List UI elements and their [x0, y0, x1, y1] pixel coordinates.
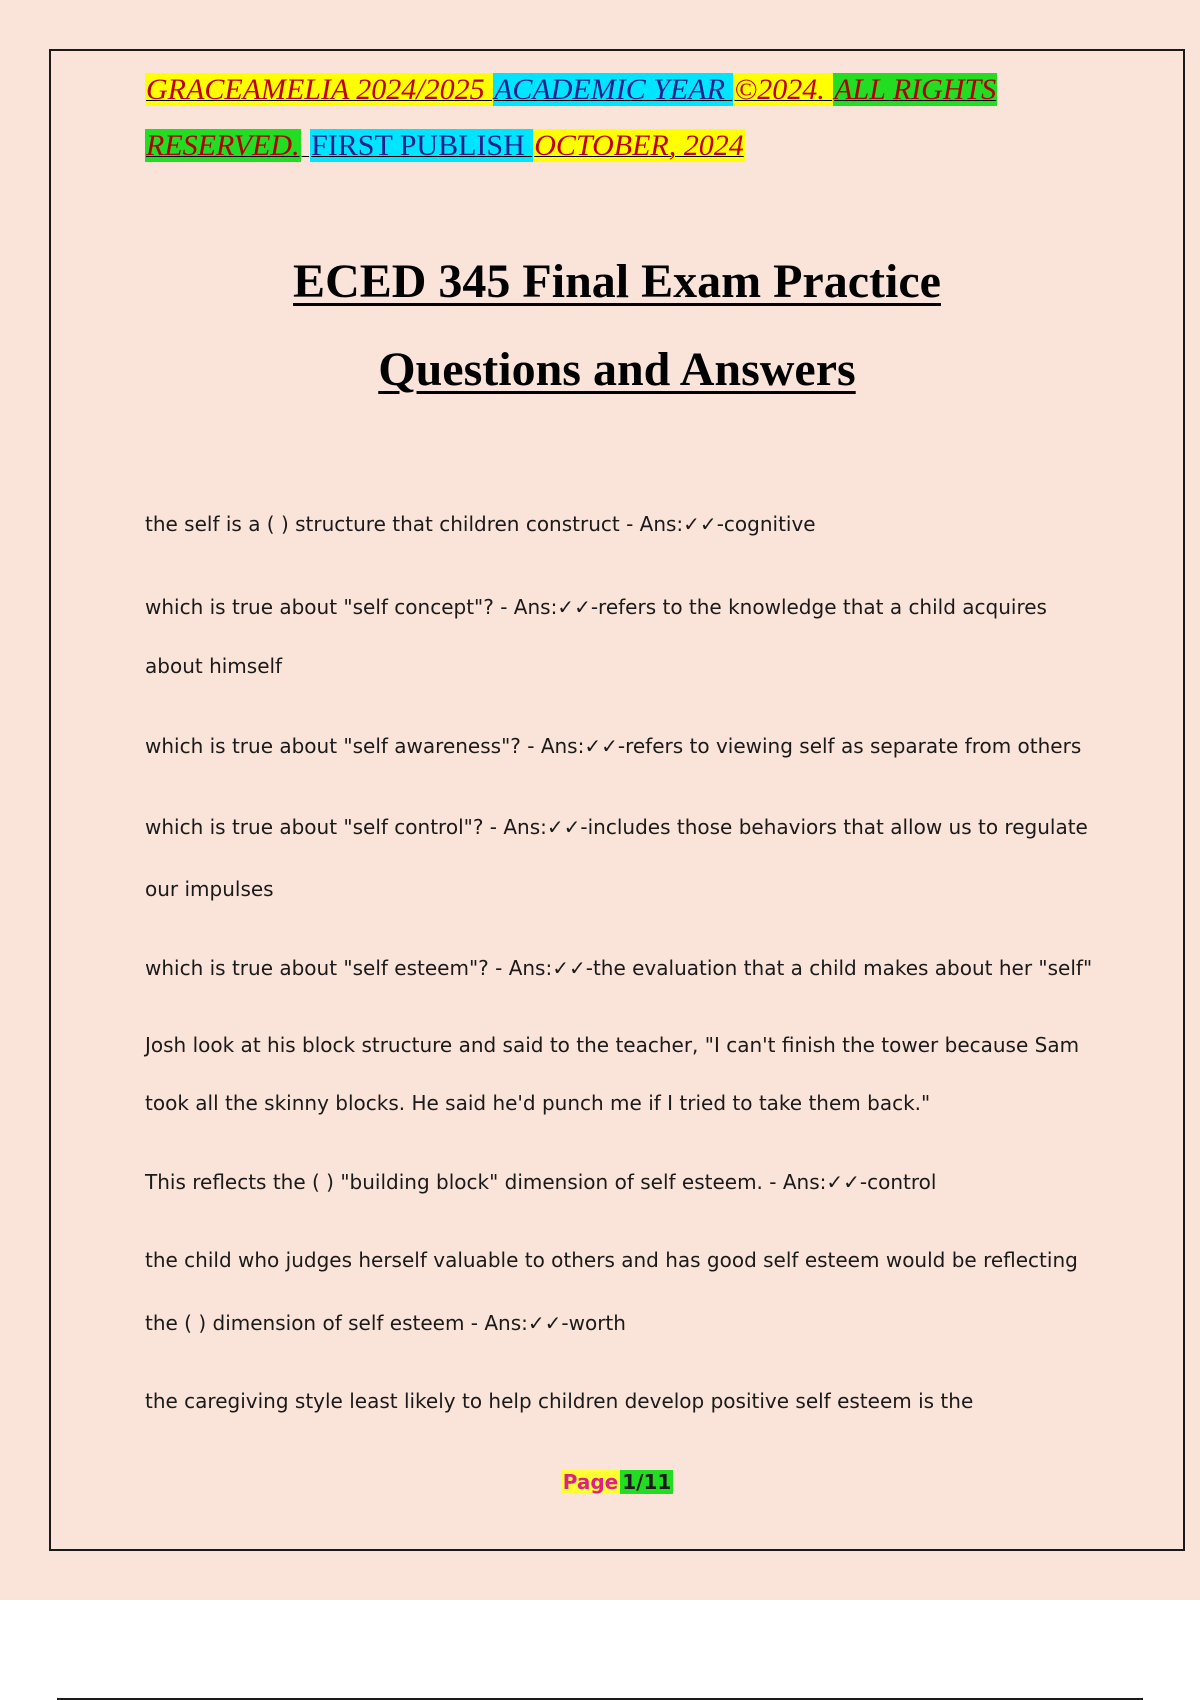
document-title-line-1 — [0, 252, 1200, 312]
header-segment: FIRST PUBLISH — [311, 129, 533, 162]
title-text-1: ECED 345 Final Exam Practice — [293, 255, 941, 308]
qa-line: took all the skinny blocks. He said he'd punch me if I tried to take them back." — [145, 1091, 931, 1115]
header-segment: GRACEAMELIA 2024/2025 — [146, 73, 493, 106]
qa-line: the child who judges herself valuable to others and has good self esteem would be reflecting — [145, 1248, 1078, 1272]
qa-line: which is true about "self control"? - Ans:✓✓-includes those behaviors that allow us to regulate — [145, 815, 1088, 839]
qa-line: the self is a ( ) structure that children construct - Ans:✓✓-cognitive — [145, 512, 816, 536]
qa-line: Josh look at his block structure and said to the teacher, "I can't finish the tower because Sam — [145, 1033, 1080, 1057]
copyright-header-line-2 — [145, 128, 745, 164]
page-number — [0, 1468, 1200, 1496]
document-title-line-2 — [0, 340, 1200, 400]
qa-line: which is true about "self esteem"? - Ans:✓✓-the evaluation that a child makes about her "self" — [145, 956, 1093, 980]
qa-line: the ( ) dimension of self esteem - Ans:✓✓-worth — [145, 1311, 626, 1335]
header-segment: RESERVED. — [146, 129, 300, 162]
header-segment: ALL RIGHTS — [834, 73, 997, 106]
qa-line: which is true about "self awareness"? - Ans:✓✓-refers to viewing self as separate from others — [145, 734, 1082, 758]
header-segment — [301, 129, 311, 162]
qa-line: which is true about "self concept"? - Ans:✓✓-refers to the knowledge that a child acquires — [145, 595, 1047, 619]
title-text-2: Questions and Answers — [378, 343, 856, 396]
copyright-header-line-1 — [145, 72, 997, 108]
qa-line: about himself — [145, 654, 283, 678]
page-count: 1/11 — [622, 1470, 672, 1494]
qa-line: the caregiving style least likely to help children develop positive self esteem is the — [145, 1389, 974, 1413]
qa-line: This reflects the ( ) "building block" dimension of self esteem. - Ans:✓✓-control — [145, 1170, 937, 1194]
qa-line: our impulses — [145, 877, 274, 901]
header-segment: ©2024. — [734, 73, 833, 106]
header-segment: ACADEMIC YEAR — [494, 73, 733, 106]
header-segment: OCTOBER, 2024 — [534, 129, 744, 162]
page-label: Page — [562, 1470, 619, 1494]
